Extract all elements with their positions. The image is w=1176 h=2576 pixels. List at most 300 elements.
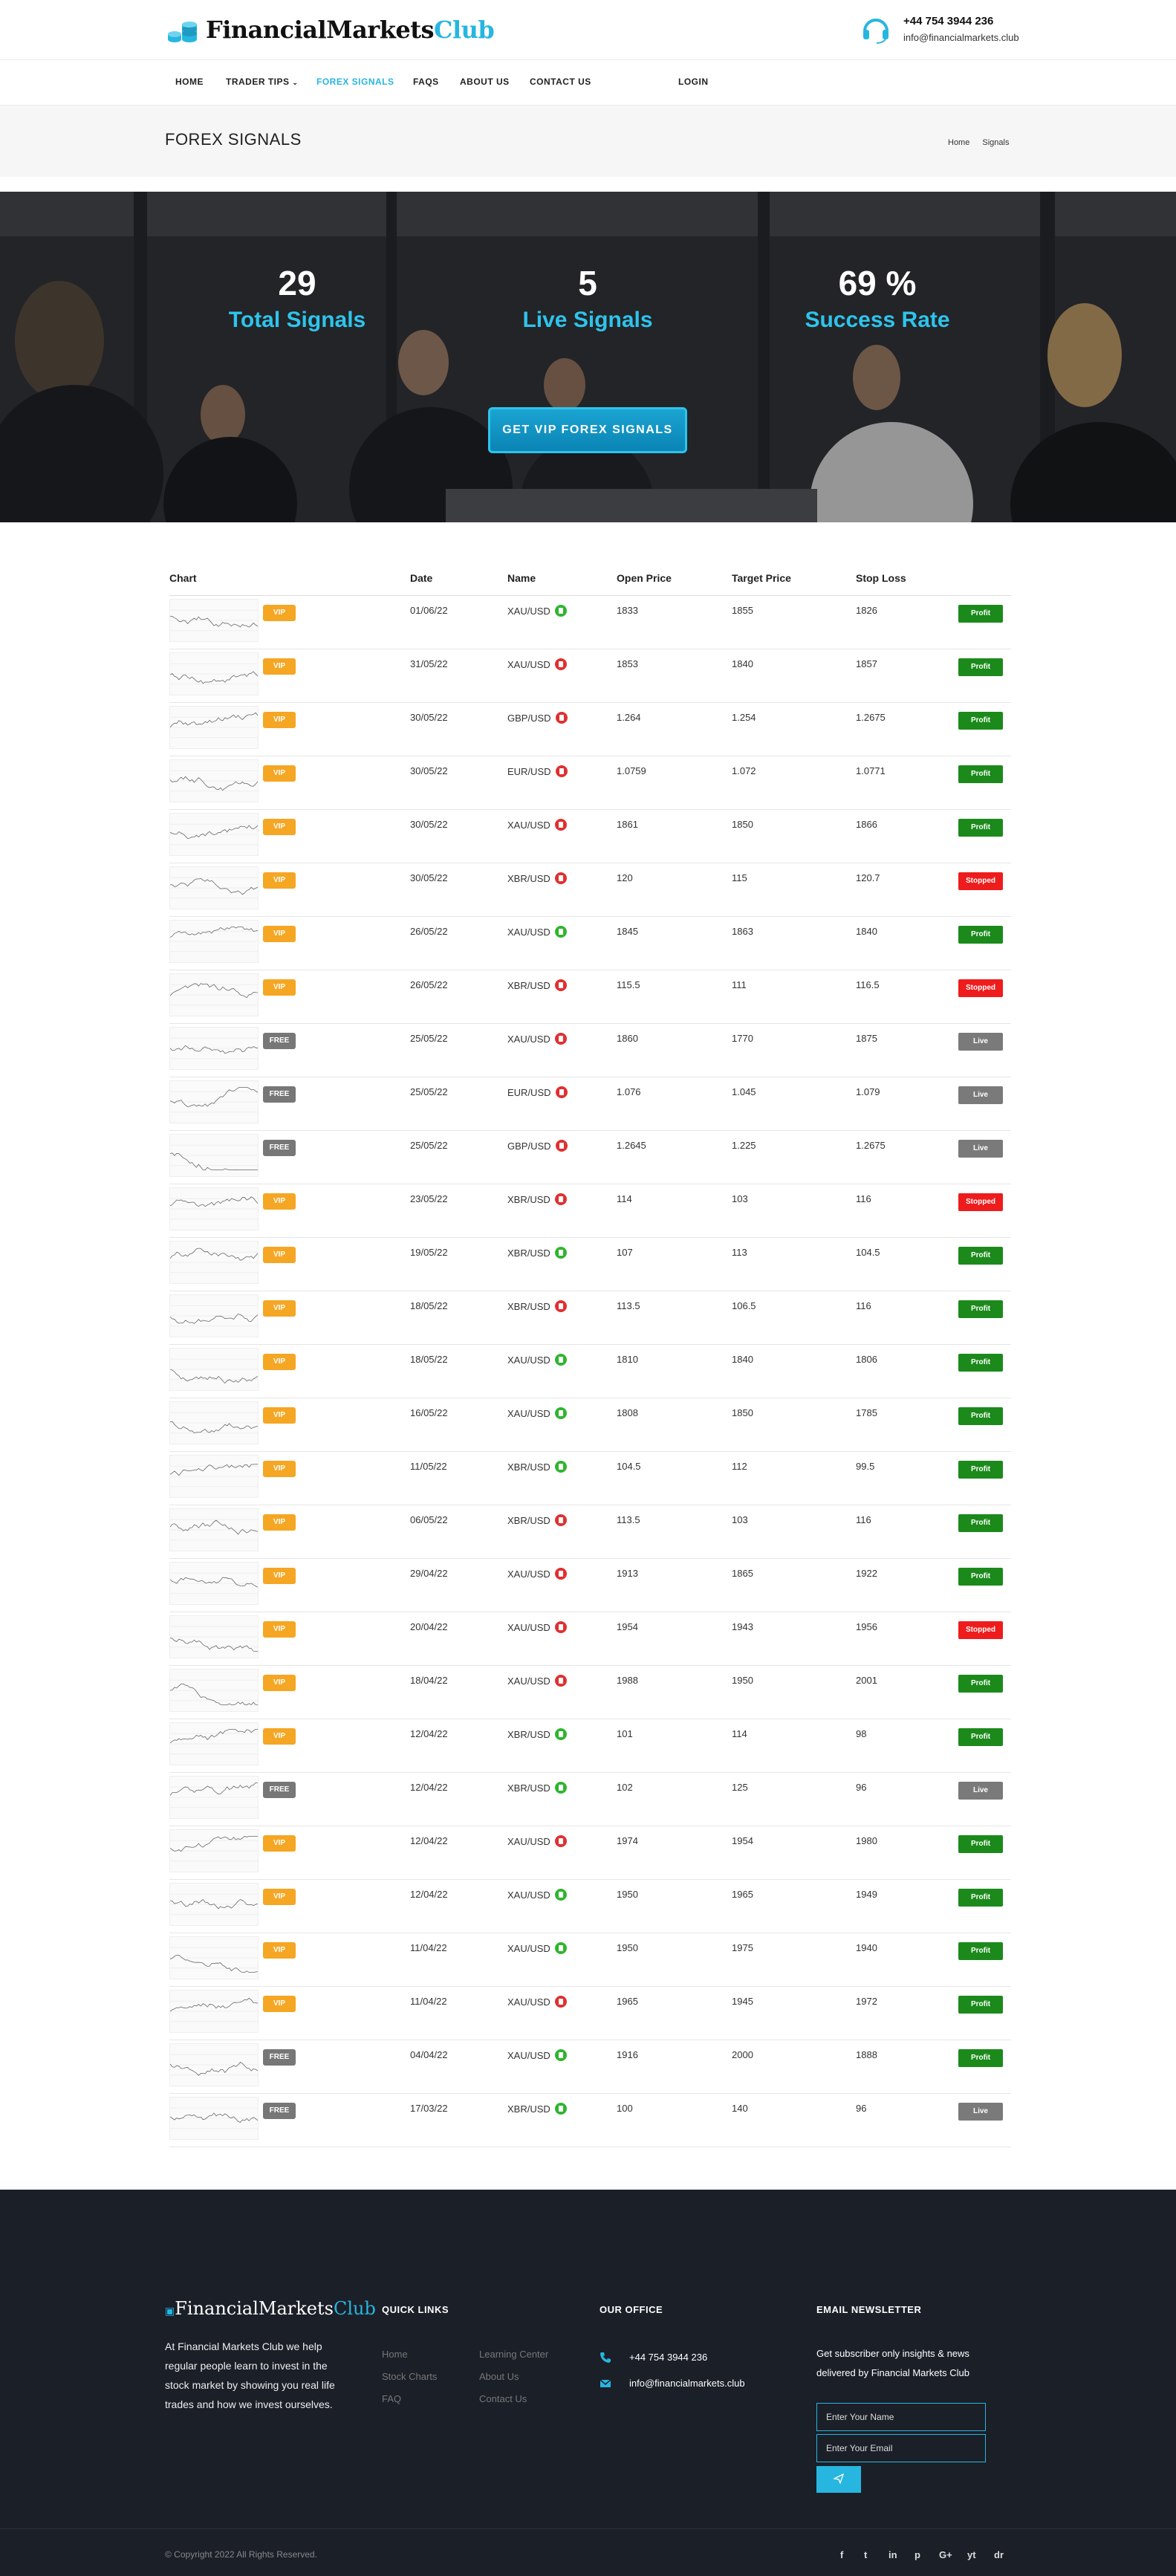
chart-thumbnail[interactable] <box>169 1348 259 1391</box>
quick-links-title: QUICK LINKS <box>382 2304 449 2315</box>
send-icon <box>834 2473 844 2484</box>
sell-direction-icon <box>555 872 567 884</box>
cell-open-price: 115.5 <box>617 979 640 990</box>
cell-date: 11/04/22 <box>410 1942 447 1953</box>
buy-direction-icon <box>555 926 567 938</box>
table-row <box>169 649 1011 703</box>
table-row <box>169 1666 1011 1719</box>
cell-target-price: 114 <box>732 1728 747 1739</box>
newsletter-email-input[interactable] <box>816 2434 986 2462</box>
stat-live <box>476 262 699 337</box>
pair-name: XAU/USD <box>507 1889 550 1901</box>
status-badge: Profit <box>958 1407 1003 1425</box>
table-row <box>169 1987 1011 2040</box>
nav-home[interactable]: HOME <box>175 77 204 87</box>
cell-target-price: 1954 <box>732 1835 753 1846</box>
pair-name: XAU/USD <box>507 1408 550 1419</box>
chart-thumbnail[interactable] <box>169 2043 259 2086</box>
footer-link-learning-center[interactable]: Learning Center <box>479 2349 549 2360</box>
cell-stop-loss: 1.0771 <box>856 765 886 776</box>
nav-login[interactable]: LOGIN <box>678 77 709 87</box>
cell-open-price: 101 <box>617 1728 633 1739</box>
cell-open-price: 1.264 <box>617 712 641 723</box>
chart-thumbnail[interactable] <box>169 2097 259 2140</box>
sell-direction-icon <box>555 1568 567 1580</box>
copyright: © Copyright 2022 All Rights Reserved. <box>165 2549 317 2560</box>
tier-badge: VIP <box>263 979 296 996</box>
chart-thumbnail[interactable] <box>169 1027 259 1070</box>
chart-thumbnail[interactable] <box>169 1936 259 1979</box>
status-badge: Live <box>958 1782 1003 1800</box>
cell-date: 11/04/22 <box>410 1996 447 2007</box>
chart-thumbnail[interactable] <box>169 1722 259 1765</box>
cell-date: 12/04/22 <box>410 1889 448 1900</box>
cell-open-price: 1916 <box>617 2049 638 2060</box>
dribbble-icon[interactable]: dr <box>994 2549 1004 2560</box>
cell-open-price: 104.5 <box>617 1461 641 1472</box>
table-row <box>169 1826 1011 1880</box>
status-badge: Profit <box>958 1461 1003 1479</box>
status-badge: Profit <box>958 1942 1003 1960</box>
buy-direction-icon <box>555 1942 567 1954</box>
chart-thumbnail[interactable] <box>169 1080 259 1123</box>
cell-stop-loss: 1.2675 <box>856 712 886 723</box>
cell-stop-loss: 104.5 <box>856 1247 880 1258</box>
table-row <box>169 703 1011 756</box>
cell-date: 29/04/22 <box>410 1568 448 1579</box>
pinterest-icon[interactable]: p <box>915 2549 920 2560</box>
cell-open-price: 1861 <box>617 819 638 830</box>
tier-badge: VIP <box>263 1889 296 1905</box>
sell-direction-icon <box>555 1675 567 1687</box>
cell-open-price: 107 <box>617 1247 633 1258</box>
tier-badge: VIP <box>263 1461 296 1477</box>
chart-thumbnail[interactable] <box>169 1401 259 1444</box>
footer-logo[interactable] <box>165 2298 376 2319</box>
cell-name <box>507 2049 567 2061</box>
cell-date: 04/04/22 <box>410 2049 448 2060</box>
logo-text-accent: Club <box>434 16 495 44</box>
table-row <box>169 1077 1011 1131</box>
tier-badge: VIP <box>263 926 296 942</box>
table-row <box>169 2040 1011 2094</box>
cell-target-price: 106.5 <box>732 1300 756 1311</box>
cell-target-price: 1855 <box>732 605 753 616</box>
tier-badge: VIP <box>263 658 296 675</box>
stat-live-label: Live Signals <box>522 308 653 332</box>
chart-thumbnail[interactable] <box>169 866 259 909</box>
status-badge: Profit <box>958 765 1003 783</box>
cell-stop-loss: 1857 <box>856 658 877 669</box>
cell-target-price: 1840 <box>732 658 753 669</box>
chart-thumbnail[interactable] <box>169 1669 259 1712</box>
cell-stop-loss: 1840 <box>856 926 877 937</box>
cell-target-price: 111 <box>732 979 747 990</box>
col-date: Date <box>410 572 433 584</box>
table-row <box>169 1773 1011 1826</box>
chart-thumbnail[interactable] <box>169 1241 259 1284</box>
cell-target-price: 103 <box>732 1193 748 1204</box>
tier-badge: VIP <box>263 1996 296 2012</box>
chart-thumbnail[interactable] <box>169 920 259 963</box>
buy-direction-icon <box>555 1247 567 1259</box>
table-row <box>169 596 1011 649</box>
cell-name <box>507 1033 567 1045</box>
pair-name: XBR/USD <box>507 2103 550 2115</box>
cell-stop-loss: 1888 <box>856 2049 877 2060</box>
footer-logo-accent: Club <box>333 2298 376 2319</box>
cell-target-price: 140 <box>732 2103 748 2114</box>
cell-date: 12/04/22 <box>410 1728 448 1739</box>
site-logo[interactable] <box>167 13 494 46</box>
cell-open-price: 1988 <box>617 1675 638 1686</box>
nav-trader-tips-label: TRADER TIPS <box>226 77 290 87</box>
pair-name: XAU/USD <box>507 1675 550 1687</box>
nav-trader-tips[interactable] <box>226 77 298 87</box>
footer-link-about[interactable]: About Us <box>479 2371 519 2382</box>
stat-total <box>186 262 409 337</box>
sell-direction-icon <box>555 1996 567 2008</box>
cell-name <box>507 605 567 617</box>
cell-open-price: 1853 <box>617 658 638 669</box>
cell-name <box>507 1996 567 2008</box>
tier-badge: FREE <box>263 2103 296 2119</box>
envelope-icon <box>600 2378 611 2390</box>
chart-thumbnail[interactable] <box>169 1187 259 1230</box>
pair-name: EUR/USD <box>507 1087 551 1098</box>
cell-stop-loss: 1.2675 <box>856 1140 886 1151</box>
status-badge: Profit <box>958 605 1003 623</box>
pair-name: XAU/USD <box>507 606 550 617</box>
tier-badge: VIP <box>263 1942 296 1959</box>
cell-name <box>507 1247 567 1259</box>
buy-direction-icon <box>555 1407 567 1419</box>
sell-direction-icon <box>555 1300 567 1312</box>
header-phone[interactable]: +44 754 3944 236 <box>903 15 994 27</box>
cell-open-price: 1860 <box>617 1033 638 1044</box>
cell-open-price: 113.5 <box>617 1514 640 1525</box>
status-badge: Profit <box>958 1354 1003 1372</box>
cell-name <box>507 926 567 938</box>
logo-text-main: FinancialMarkets <box>206 16 435 44</box>
nav-about[interactable]: ABOUT US <box>460 77 510 87</box>
table-row <box>169 2094 1011 2147</box>
chart-thumbnail[interactable] <box>169 1990 259 2033</box>
status-badge: Profit <box>958 1300 1003 1318</box>
status-badge: Stopped <box>958 1193 1003 1211</box>
cell-stop-loss: 99.5 <box>856 1461 875 1472</box>
cell-open-price: 1.2645 <box>617 1140 646 1151</box>
cell-stop-loss: 1949 <box>856 1889 877 1900</box>
table-row <box>169 1880 1011 1933</box>
stat-rate-number: 69 % <box>838 264 917 302</box>
cell-open-price: 120 <box>617 872 633 883</box>
header-email[interactable]: info@financialmarkets.club <box>903 32 1019 43</box>
cell-name <box>507 765 568 777</box>
sell-direction-icon <box>555 979 567 991</box>
coins-logo-icon <box>167 14 198 45</box>
chart-thumbnail[interactable] <box>169 652 259 695</box>
table-row <box>169 1398 1011 1452</box>
cell-name <box>507 1514 567 1526</box>
chart-thumbnail[interactable] <box>169 1615 259 1658</box>
status-badge: Profit <box>958 1889 1003 1907</box>
status-badge: Profit <box>958 1568 1003 1586</box>
chart-thumbnail[interactable] <box>169 1455 259 1498</box>
sell-direction-icon <box>555 658 567 670</box>
footer-link-home[interactable]: Home <box>382 2349 408 2360</box>
chart-thumbnail[interactable] <box>169 1562 259 1605</box>
cell-target-price: 1850 <box>732 1407 753 1418</box>
status-badge: Profit <box>958 1675 1003 1693</box>
facebook-icon[interactable]: f <box>840 2549 844 2560</box>
chart-thumbnail[interactable] <box>169 1294 259 1337</box>
chart-thumbnail[interactable] <box>169 973 259 1016</box>
cell-name <box>507 1300 567 1312</box>
chart-thumbnail[interactable] <box>169 706 259 749</box>
cell-open-price: 1808 <box>617 1407 638 1418</box>
cell-date: 30/05/22 <box>410 765 448 776</box>
cell-name <box>507 1140 568 1152</box>
cell-target-price: 1965 <box>732 1889 753 1900</box>
cell-stop-loss: 98 <box>856 1728 867 1739</box>
chart-thumbnail[interactable] <box>169 759 259 802</box>
tier-badge: VIP <box>263 1568 296 1584</box>
main-nav <box>0 59 1176 106</box>
tier-badge: FREE <box>263 1140 296 1156</box>
cell-open-price: 1950 <box>617 1889 638 1900</box>
status-badge: Stopped <box>958 1621 1003 1639</box>
status-badge: Live <box>958 1086 1003 1104</box>
cell-open-price: 1.0759 <box>617 765 646 776</box>
footer-link-stock-charts[interactable]: Stock Charts <box>382 2371 438 2382</box>
cell-stop-loss: 2001 <box>856 1675 877 1686</box>
cell-date: 25/05/22 <box>410 1086 448 1097</box>
cell-target-price: 113 <box>732 1247 747 1258</box>
chart-thumbnail[interactable] <box>169 813 259 856</box>
cell-open-price: 1845 <box>617 926 638 937</box>
pair-name: XBR/USD <box>507 1729 550 1740</box>
table-body <box>169 596 1011 2147</box>
cell-date: 26/05/22 <box>410 926 448 937</box>
table-row <box>169 1131 1011 1184</box>
cell-stop-loss: 1806 <box>856 1354 877 1365</box>
nav-contact[interactable]: CONTACT US <box>530 77 591 87</box>
breadcrumb-current: Signals <box>982 138 1010 147</box>
cell-target-price: 1.254 <box>732 712 756 723</box>
table-row <box>169 756 1011 810</box>
buy-direction-icon <box>555 1889 567 1901</box>
buy-direction-icon <box>555 1461 567 1473</box>
stat-rate-label: Success Rate <box>805 308 950 332</box>
stat-live-number: 5 <box>578 264 597 302</box>
cell-date: 25/05/22 <box>410 1140 448 1151</box>
status-badge: Profit <box>958 712 1003 730</box>
cell-date: 12/04/22 <box>410 1835 448 1846</box>
cell-stop-loss: 1875 <box>856 1033 877 1044</box>
cell-target-price: 1863 <box>732 926 753 937</box>
tier-badge: VIP <box>263 712 296 728</box>
chart-thumbnail[interactable] <box>169 1508 259 1551</box>
tier-badge: FREE <box>263 1033 296 1049</box>
breadcrumb <box>948 138 1019 147</box>
status-badge: Profit <box>958 658 1003 676</box>
cell-date: 06/05/22 <box>410 1514 448 1525</box>
footer-email[interactable]: info@financialmarkets.club <box>629 2378 745 2389</box>
cell-target-price: 1850 <box>732 819 753 830</box>
sell-direction-icon <box>556 1086 568 1098</box>
table-row <box>169 1024 1011 1077</box>
cell-date: 16/05/22 <box>410 1407 448 1418</box>
cell-date: 30/05/22 <box>410 712 448 723</box>
status-badge: Profit <box>958 1996 1003 2014</box>
tier-badge: FREE <box>263 2049 296 2066</box>
tier-badge: VIP <box>263 1675 296 1691</box>
twitter-icon[interactable]: t <box>864 2549 868 2560</box>
cell-stop-loss: 116.5 <box>856 979 880 990</box>
linkedin-icon[interactable]: in <box>889 2549 897 2560</box>
status-badge: Profit <box>958 819 1003 837</box>
tier-badge: VIP <box>263 1728 296 1745</box>
pair-name: XAU/USD <box>507 659 550 670</box>
stats-hero <box>0 192 1176 522</box>
tier-badge: VIP <box>263 605 296 621</box>
footer-link-contact[interactable]: Contact Us <box>479 2393 527 2404</box>
cell-name <box>507 1193 567 1205</box>
cell-name <box>507 1621 567 1633</box>
sell-direction-icon <box>555 1621 567 1633</box>
nav-forex-signals[interactable]: FOREX SIGNALS <box>316 77 394 87</box>
cell-name <box>507 1086 568 1098</box>
buy-direction-icon <box>555 1354 567 1366</box>
sell-direction-icon <box>556 765 568 777</box>
buy-direction-icon <box>555 605 567 617</box>
tier-badge: VIP <box>263 1354 296 1370</box>
pair-name: GBP/USD <box>507 1141 551 1152</box>
nav-faqs[interactable]: FAQS <box>413 77 439 87</box>
stat-total-label: Total Signals <box>228 308 366 332</box>
newsletter-name-input[interactable] <box>816 2403 986 2431</box>
pair-name: XAU/USD <box>507 1568 550 1580</box>
signals-table <box>169 572 1011 2147</box>
status-badge: Profit <box>958 1514 1003 1532</box>
cell-date: 23/05/22 <box>410 1193 448 1204</box>
footer-phone[interactable]: +44 754 3944 236 <box>629 2352 708 2363</box>
table-row <box>169 1505 1011 1559</box>
cell-open-price: 1974 <box>617 1835 638 1846</box>
pair-name: XAU/USD <box>507 820 550 831</box>
col-open: Open Price <box>617 572 672 584</box>
chart-thumbnail[interactable] <box>169 1883 259 1926</box>
cell-date: 18/05/22 <box>410 1300 448 1311</box>
tier-badge: VIP <box>263 765 296 782</box>
table-row <box>169 1184 1011 1238</box>
logo-text <box>206 16 494 44</box>
newsletter-submit-button[interactable] <box>816 2466 861 2493</box>
youtube-icon[interactable]: yt <box>967 2549 976 2560</box>
sell-direction-icon <box>555 819 567 831</box>
office-title: OUR OFFICE <box>600 2304 663 2315</box>
pair-name: XBR/USD <box>507 1301 550 1312</box>
buy-direction-icon <box>555 1728 567 1740</box>
table-row <box>169 863 1011 917</box>
cell-target-price: 1945 <box>732 1996 753 2007</box>
newsletter-title: EMAIL NEWSLETTER <box>816 2304 922 2315</box>
buy-direction-icon <box>555 1782 567 1794</box>
chart-thumbnail[interactable] <box>169 599 259 642</box>
cell-name <box>507 1407 567 1419</box>
chevron-down-icon: ⌄ <box>292 79 299 86</box>
cell-name <box>507 1942 567 1954</box>
sell-direction-icon <box>555 1033 567 1045</box>
table-row <box>169 917 1011 970</box>
pair-name: XBR/USD <box>507 980 550 991</box>
col-target: Target Price <box>732 572 791 584</box>
cell-stop-loss: 116 <box>856 1300 871 1311</box>
cell-open-price: 1.076 <box>617 1086 641 1097</box>
tier-badge: VIP <box>263 1300 296 1317</box>
cell-name <box>507 1354 567 1366</box>
footer-divider <box>0 2528 1176 2529</box>
pair-name: XBR/USD <box>507 1194 550 1205</box>
chart-thumbnail[interactable] <box>169 1134 259 1177</box>
cell-date: 19/05/22 <box>410 1247 448 1258</box>
cell-open-price: 113.5 <box>617 1300 640 1311</box>
phone-icon <box>600 2352 611 2364</box>
pair-name: XAU/USD <box>507 1622 550 1633</box>
table-row <box>169 1933 1011 1987</box>
chart-thumbnail[interactable] <box>169 1776 259 1819</box>
cell-date: 30/05/22 <box>410 872 448 883</box>
status-badge: Profit <box>958 1835 1003 1853</box>
status-badge: Stopped <box>958 979 1003 997</box>
footer-about: At Financial Markets Club we help regular people learn to invest in the stock market by showing you real life trades and how we invest ourselves. <box>165 2340 335 2410</box>
footer-link-faq[interactable]: FAQ <box>382 2393 402 2404</box>
tier-badge: FREE <box>263 1086 296 1103</box>
sell-direction-icon <box>556 712 568 724</box>
cell-stop-loss: 1980 <box>856 1835 877 1846</box>
pair-name: XBR/USD <box>507 1515 550 1526</box>
cell-date: 01/06/22 <box>410 605 448 616</box>
google-plus-icon[interactable]: G+ <box>939 2549 952 2560</box>
pair-name: XBR/USD <box>507 1461 550 1473</box>
cell-date: 20/04/22 <box>410 1621 448 1632</box>
tier-badge: VIP <box>263 1835 296 1852</box>
pair-name: XAU/USD <box>507 1354 550 1366</box>
get-vip-signals-button[interactable]: GET VIP FOREX SIGNALS <box>488 407 687 453</box>
cell-open-price: 1950 <box>617 1942 638 1953</box>
cell-target-price: 1975 <box>732 1942 753 1953</box>
tier-badge: FREE <box>263 1782 296 1798</box>
cell-target-price: 1840 <box>732 1354 753 1365</box>
chart-thumbnail[interactable] <box>169 1829 259 1872</box>
cell-target-price: 1.225 <box>732 1140 756 1151</box>
stat-rate <box>766 262 989 337</box>
cell-name <box>507 1782 567 1794</box>
status-badge: Profit <box>958 1247 1003 1265</box>
breadcrumb-home[interactable]: Home <box>948 138 970 147</box>
cell-name <box>507 1835 567 1847</box>
buy-direction-icon <box>555 2049 567 2061</box>
cell-date: 31/05/22 <box>410 658 448 669</box>
table-row <box>169 1238 1011 1291</box>
tier-badge: VIP <box>263 1514 296 1531</box>
pair-name: XBR/USD <box>507 1248 550 1259</box>
tier-badge: VIP <box>263 872 296 889</box>
cell-open-price: 102 <box>617 1782 633 1793</box>
cell-date: 26/05/22 <box>410 979 448 990</box>
cell-target-price: 1950 <box>732 1675 753 1686</box>
